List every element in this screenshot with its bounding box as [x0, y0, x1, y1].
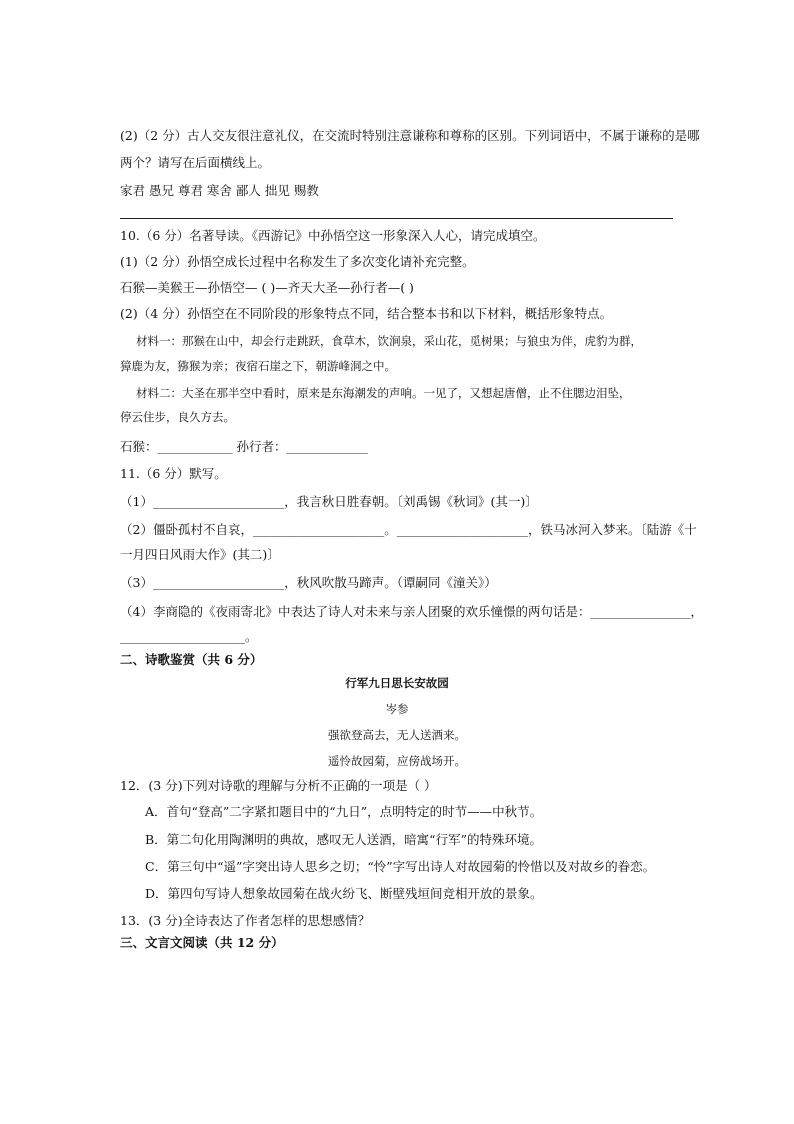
character-answer-line: 石猴：____________ 孙行者：_____________ — [120, 439, 368, 454]
poem-title: 行军九日思长安故园 — [345, 676, 449, 690]
question-10-sub-2: (2)（4 分）孙悟空在不同阶段的形象特点不同，结合整本书和以下材料，概括形象特点。 — [120, 306, 613, 321]
question-10-title: 10.（6 分）名著导读。《西游记》中孙悟空这一形象深入人心，请完成填空。 — [120, 228, 546, 243]
material-1-line-1: 材料一：那猴在山中，却会行走跳跃，食草木，饮涧泉，采山花，觅树果；与狼虫为伴，虎豹为群， — [136, 334, 642, 348]
poem-line-1: 强欲登高去，无人送酒来。 — [328, 728, 466, 742]
question-10-sub-1: (1)（2 分）孙悟空成长过程中名称发生了多次变化请补充完整。 — [120, 254, 475, 269]
dictation-item-4-line-1: （4）李商隐的《夜雨寄北》中表达了诗人对未来与亲人团聚的欢乐憧憬的两句话是：________________， — [120, 604, 703, 619]
dictation-item-4-line-2: ____________________。 — [120, 629, 258, 644]
name-chain-blank: 石猴—美猴王—孙悟空— ( )—齐天大圣—孙行者—( ) — [120, 280, 414, 295]
section-3-heading: 三、文言文阅读（共 12 分） — [120, 935, 284, 950]
question-13-title: 13．(3 分)全诗表达了作者怎样的思想感情？ — [120, 913, 371, 928]
section-2-heading: 二、诗歌鉴赏（共 6 分） — [120, 652, 263, 667]
dictation-item-1: （1）_____________________，我言秋日胜春朝。〔刘禹锡《秋词》(其一)〕 — [120, 494, 538, 509]
poem-author: 岑参 — [385, 702, 409, 716]
option-d: D．第四句写诗人想象故园菊在战火纷飞、断壁残垣间竞相开放的景象。 — [145, 886, 543, 901]
option-c: C．第三句中“遥”字突出诗人思乡之切；“怜”字写出诗人对故园菊的怜惜以及对故乡的眷恋。 — [145, 859, 656, 874]
option-a: A．首句“登高”二字紧扣题目中的“九日”，点明特定的时节——中秋节。 — [145, 804, 543, 819]
question-11-title: 11.（6 分）默写。 — [120, 466, 227, 481]
dictation-item-3: （3）_____________________，秋风吹散马蹄声。（谭嗣同《潼关》） — [120, 575, 497, 590]
material-1-line-2: 獐鹿为友，猕猴为亲；夜宿石崖之下，朝游峰洞之中。 — [120, 359, 396, 373]
question-9-2-line-2: 两个？请写在后面横线上。 — [120, 155, 271, 170]
poem-line-2: 遥怜故园菊，应傍战场开。 — [328, 754, 466, 768]
material-2-line-1: 材料二：大圣在那半空中看时，原来是东海潮发的声响。一见了，又想起唐僧，止不住腮边泪坠， — [136, 386, 631, 400]
dictation-item-2-line-2: 一月四日风雨大作》(其二)〕 — [120, 547, 280, 562]
question-9-2-word-list: 家君 愚兄 尊君 寒舍 鄙人 拙见 赐教 — [120, 183, 319, 198]
answer-underline — [120, 218, 673, 219]
question-12-title: 12．(3 分)下列对诗歌的理解与分析不正确的一项是（ ） — [120, 778, 437, 793]
dictation-item-2-line-1: （2）僵卧孤村不自哀，_____________________。_____________________，铁马冰河入梦来。〔陆游《十 — [120, 522, 697, 537]
material-2-line-2: 停云住步，良久方去。 — [120, 410, 235, 424]
option-b: B．第二句化用陶渊明的典故，感叹无人送酒，暗寓“行军”的特殊环境。 — [145, 832, 542, 847]
question-9-2-line-1: (2)（2 分）古人交友很注意礼仪，在交流时特别注意谦称和尊称的区别。下列词语中，不属于谦称的是哪 — [120, 128, 700, 143]
